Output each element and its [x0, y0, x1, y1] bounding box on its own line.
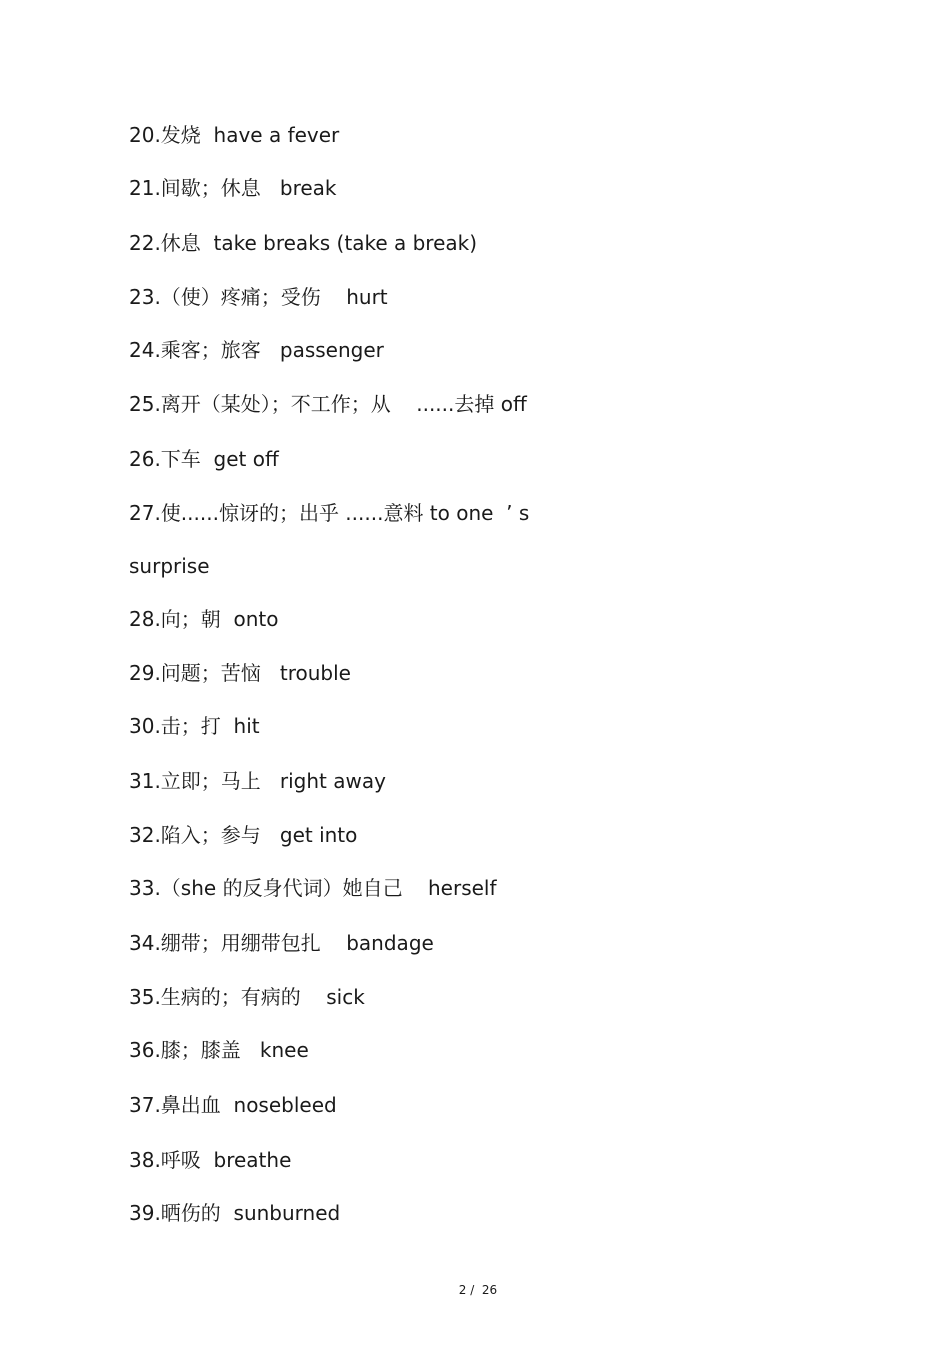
page-number: 2 / 26: [458, 1283, 498, 1297]
vocab-line-20: 20.发烧 have a fever: [129, 123, 340, 147]
vocab-line-22: 22.休息 take breaks (take a break): [129, 231, 478, 255]
vocab-line-35: 35.生病的；有病的 sick: [129, 985, 365, 1009]
vocab-line-32: 32.陷入；参与 get into: [129, 823, 358, 847]
vocab-line-34: 34.绷带；用绷带包扎 bandage: [129, 931, 434, 955]
vocab-line-21: 21.间歇；休息 break: [129, 176, 337, 200]
vocab-line-39: 39.晒伤的 sunburned: [129, 1201, 341, 1225]
vocab-line-27: 27.使......惊讶的；出乎 ......意料 to one ’ s: [129, 501, 530, 525]
vocab-line-27-continued: surprise: [129, 554, 210, 578]
vocab-line-24: 24.乘客；旅客 passenger: [129, 338, 384, 362]
vocab-line-33: 33.（she 的反身代词）她自己 herself: [129, 876, 497, 900]
vocab-line-23: 23.（使）疼痛；受伤 hurt: [129, 285, 388, 309]
vocab-line-37: 37.鼻出血 nosebleed: [129, 1093, 337, 1117]
vocab-line-25: 25.离开（某处）；不工作；从 ......去掉 off: [129, 392, 527, 416]
vocab-line-26: 26.下车 get off: [129, 447, 279, 471]
vocab-line-38: 38.呼吸 breathe: [129, 1148, 292, 1172]
vocab-line-29: 29.问题；苦恼 trouble: [129, 661, 351, 685]
vocab-line-30: 30.击；打 hit: [129, 714, 260, 738]
vocab-line-31: 31.立即；马上 right away: [129, 769, 386, 793]
vocab-line-28: 28.向；朝 onto: [129, 607, 279, 631]
vocab-line-36: 36.膝；膝盖 knee: [129, 1038, 309, 1062]
